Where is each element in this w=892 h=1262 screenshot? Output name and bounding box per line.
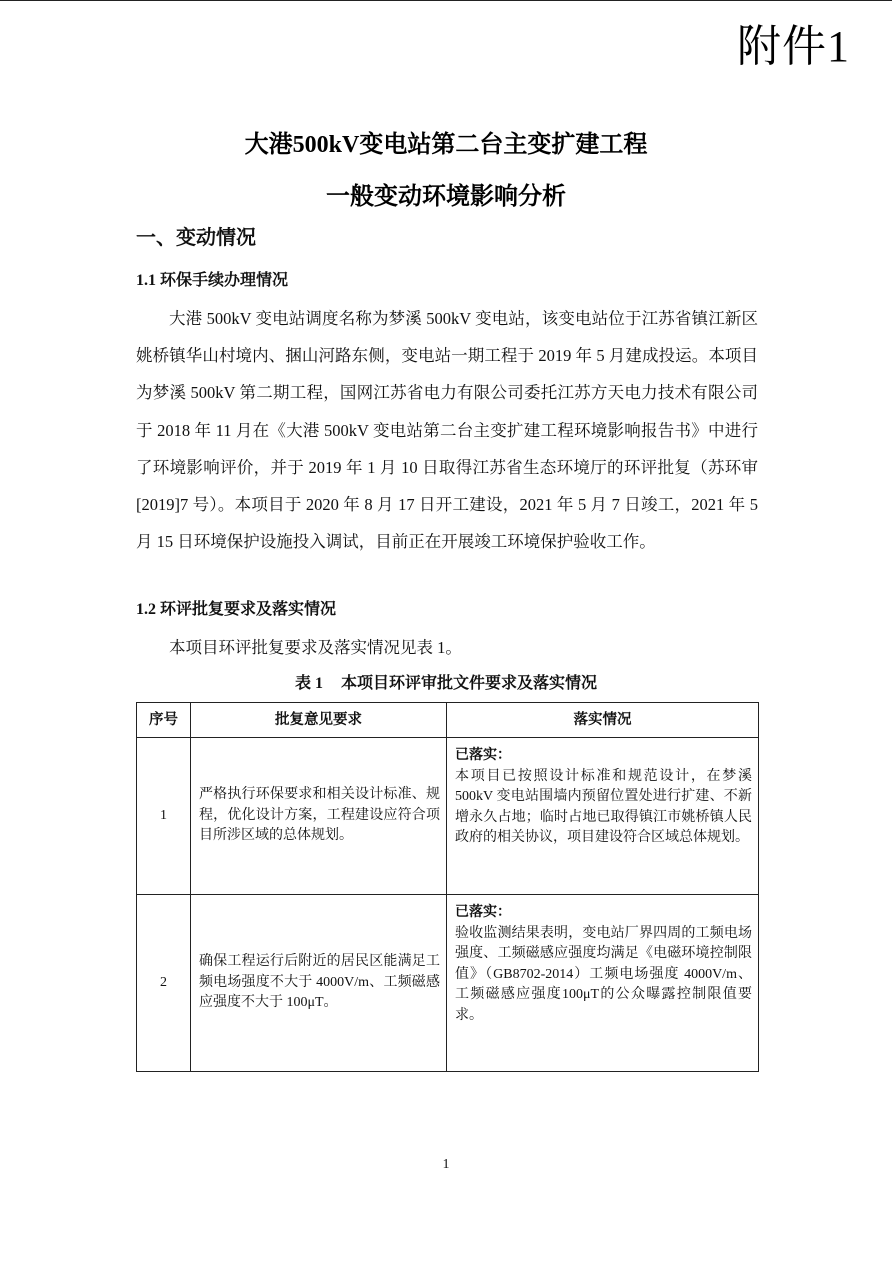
page-number: 1	[442, 1157, 450, 1172]
paragraph-procedures: 大港 500kV 变电站调度名称为梦溪 500kV 变电站，该变电站位于江苏省镇江新区姚桥镇华山村境内、捆山河路东侧，变电站一期工程于 2019 年 5 月建成投运。本项目为梦溪 500kV 第二期工程，国网江苏省电力有限公司委托江苏方天电力技术有限公司于 2018 年 11 月在《大港 500kV 变电站第二台主变扩建工程环境影响报告书》中进行了环境影响评价，并于 2019 年 1 月 10 日取得江苏省生态环境厅的环评批复（苏环审[2019]7 号）。本项目于 2020 年 8 月 17 日开工建设，2021 年 5 月 7 日竣工，2021 年 5 月 15 日环境保护设施投入调试，目前正在开展竣工环境保护验收工作。	[136, 309, 758, 552]
row-requirement: 确保工程运行后附近的居民区能满足工频电场强度不大于 4000V/m、工频磁感应强度不大于 100μT。	[191, 895, 447, 1072]
subsection-heading-1-2: 1.2 环评批复要求及落实情况	[136, 601, 337, 618]
header-implementation: 落实情况	[447, 703, 759, 738]
document-title: 大港500kV变电站第二台主变扩建工程	[244, 132, 648, 158]
table-header-row	[137, 703, 759, 738]
section-heading-changes: 一、变动情况	[136, 227, 256, 249]
implementation-detail: 验收监测结果表明，变电站厂界四周的工频电场强度、工频磁感应强度均满足《电磁环境控制限值》（GB8702-2014）工频电场强度 4000V/m、工频磁感应强度100μT的公众曝露控制限值要求。	[455, 925, 752, 1023]
row-requirement: 严格执行环保要求和相关设计标准、规程，优化设计方案，工程建设应符合项目所涉区域的总体规划。	[191, 738, 447, 895]
table-caption-text: 本项目环评审批文件要求及落实情况	[341, 675, 598, 692]
subsection-heading-1-1: 1.1 环保手续办理情况	[136, 272, 289, 289]
table-row	[137, 895, 759, 1072]
implementation-status: 已落实：	[455, 748, 511, 763]
implementation-detail: 本项目已按照设计标准和规范设计，在梦溪 500kV 变电站围墙内预留位置处进行扩建、不新增永久占地；临时占地已取得镇江市姚桥镇人民政府的相关协议，项目建设符合区域总体规划。	[455, 768, 752, 845]
row-seq: 2	[137, 895, 191, 1072]
table-caption-number: 表 1	[294, 675, 323, 692]
page-top-border	[0, 0, 892, 1]
row-implementation	[447, 895, 759, 1072]
requirements-table	[136, 702, 759, 1072]
table-caption	[0, 672, 892, 696]
header-requirement: 批复意见要求	[191, 703, 447, 738]
row-implementation	[447, 738, 759, 895]
header-seq: 序号	[137, 703, 191, 738]
paragraph-table-reference: 本项目环评批复要求及落实情况见表 1。	[169, 638, 462, 657]
implementation-status: 已落实：	[455, 905, 511, 920]
table-row	[137, 738, 759, 895]
attachment-label: 附件1	[737, 22, 850, 71]
document-subtitle: 一般变动环境影响分析	[326, 184, 566, 210]
row-seq: 1	[137, 738, 191, 895]
